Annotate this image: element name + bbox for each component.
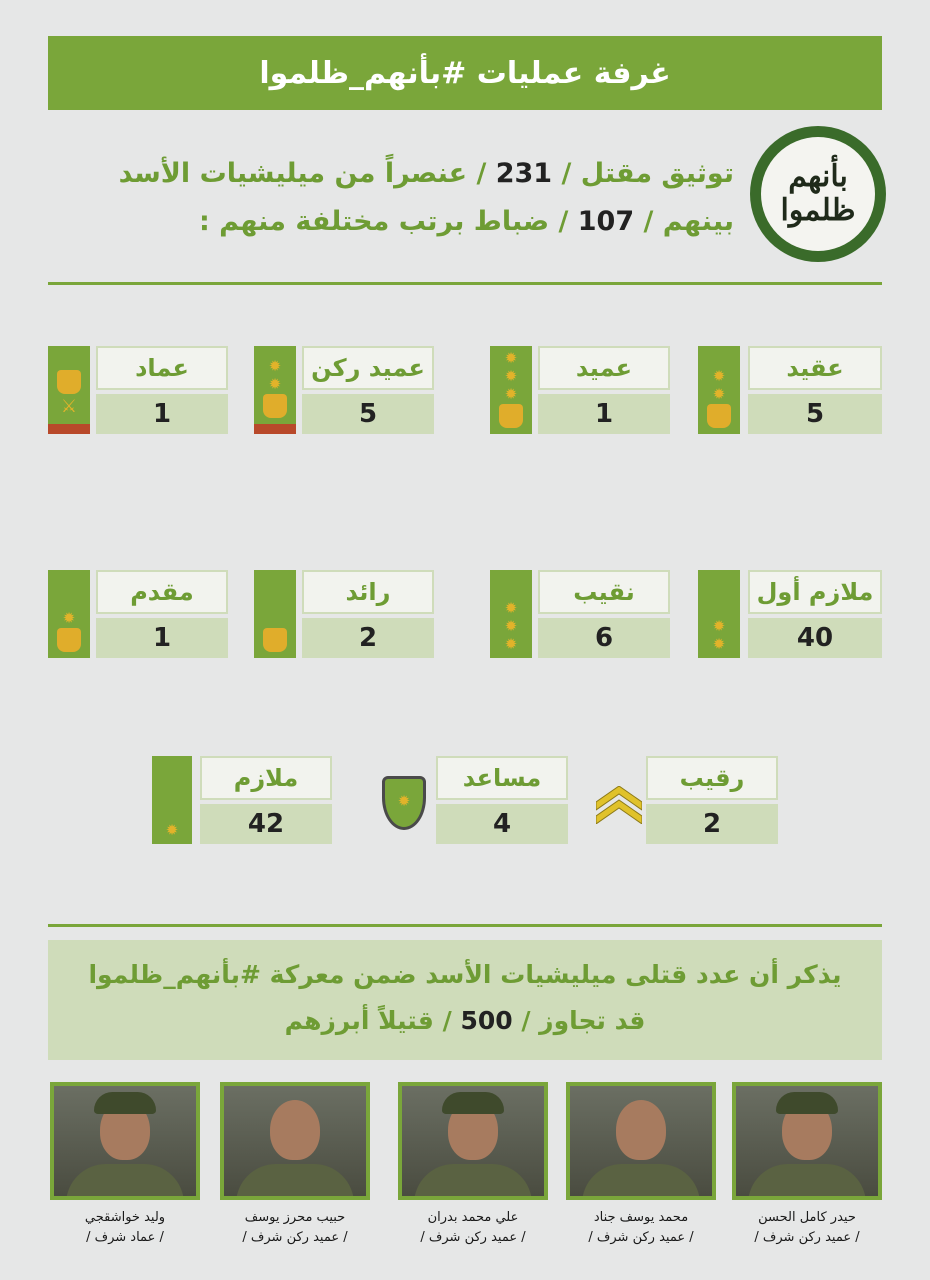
page-title-bar bbox=[48, 36, 882, 110]
rank-insignia-major bbox=[254, 570, 296, 658]
divider-top bbox=[48, 282, 882, 285]
intro-line1-a: توثيق مقتل / bbox=[561, 158, 734, 189]
intro-total-killed: 231 bbox=[495, 158, 553, 189]
person-name: علي محمد بدران bbox=[427, 1210, 519, 1225]
rank-insignia-general bbox=[48, 346, 90, 434]
intro-officers-count: 107 bbox=[577, 206, 635, 237]
person-rank: / عميد ركن شرف / bbox=[420, 1230, 526, 1245]
rank-label-colonel: عقيد bbox=[748, 346, 882, 390]
person-name: محمد يوسف جناد bbox=[593, 1210, 689, 1225]
star-icon: ✹ bbox=[268, 375, 282, 393]
campaign-logo bbox=[750, 126, 886, 262]
summary-line2-b: / قتيلاً أبرزهم bbox=[284, 1006, 452, 1035]
rank-count-sergeant: 2 bbox=[646, 804, 778, 844]
summary-line1: يذكر أن عدد قتلى ميليشيات الأسد ضمن معركة #بأنهم_ظلموا bbox=[88, 960, 842, 989]
rank-label-first-lieutenant: ملازم أول bbox=[748, 570, 882, 614]
rank-count-warrant-officer: 4 bbox=[436, 804, 568, 844]
star-icon: ✹ bbox=[712, 617, 726, 635]
person-rank: / عميد ركن شرف / bbox=[242, 1230, 348, 1245]
star-icon: ✹ bbox=[504, 385, 518, 403]
person-caption-5 bbox=[40, 1208, 210, 1248]
rank-label-general: عماد bbox=[96, 346, 228, 390]
sergeant-chevron-icon bbox=[596, 786, 642, 824]
person-photo-4 bbox=[220, 1082, 370, 1200]
person-name: حيدر كامل الحسن bbox=[758, 1210, 856, 1225]
person-photo-1 bbox=[732, 1082, 882, 1200]
rank-count-colonel: 5 bbox=[748, 394, 882, 434]
eagle-icon bbox=[263, 394, 287, 418]
star-icon: ✹ bbox=[712, 385, 726, 403]
star-icon: ✹ bbox=[268, 357, 282, 375]
eagle-icon bbox=[499, 404, 523, 428]
divider-bottom bbox=[48, 924, 882, 927]
page-title: غرفة عمليات #بأنهم_ظلموا bbox=[259, 55, 671, 91]
rank-insignia-lieutenant-colonel bbox=[48, 570, 90, 658]
star-icon: ✹ bbox=[504, 367, 518, 385]
rank-insignia-colonel bbox=[698, 346, 740, 434]
rank-count-lieutenant-colonel: 1 bbox=[96, 618, 228, 658]
star-icon: ✹ bbox=[165, 821, 179, 839]
rank-label-lieutenant-colonel: مقدم bbox=[96, 570, 228, 614]
rank-count-major: 2 bbox=[302, 618, 434, 658]
rank-insignia-brigadier bbox=[490, 346, 532, 434]
summary-line2-a: قد تجاوز / bbox=[521, 1006, 646, 1035]
rank-label-staff-brigadier: عميد ركن bbox=[302, 346, 434, 390]
person-photo-2 bbox=[566, 1082, 716, 1200]
star-icon: ✹ bbox=[504, 617, 518, 635]
star-icon: ✹ bbox=[397, 792, 411, 810]
warrant-officer-shield-icon bbox=[382, 776, 426, 830]
rank-count-general: 1 bbox=[96, 394, 228, 434]
summary-line2 bbox=[48, 998, 882, 1044]
star-icon: ✹ bbox=[504, 349, 518, 367]
rank-label-warrant-officer: مساعد bbox=[436, 756, 568, 800]
person-name: حبيب محرز يوسف bbox=[244, 1210, 346, 1225]
rank-insignia-first-lieutenant bbox=[698, 570, 740, 658]
rank-label-brigadier: عميد bbox=[538, 346, 670, 390]
rank-label-sergeant: رقيب bbox=[646, 756, 778, 800]
summary-box bbox=[48, 940, 882, 1060]
person-caption-4 bbox=[210, 1208, 380, 1248]
person-photo-5 bbox=[50, 1082, 200, 1200]
logo-line2: ظلموا bbox=[780, 193, 856, 228]
intro-line2 bbox=[94, 198, 734, 246]
person-photo-3 bbox=[398, 1082, 548, 1200]
intro-line1 bbox=[94, 150, 734, 198]
intro-line2-b: / ضباط برتب مختلفة منهم : bbox=[198, 206, 569, 237]
star-icon: ✹ bbox=[712, 635, 726, 653]
person-caption-3 bbox=[388, 1208, 558, 1248]
person-rank: / عماد شرف / bbox=[86, 1230, 164, 1245]
person-rank: / عميد ركن شرف / bbox=[754, 1230, 860, 1245]
rank-count-lieutenant: 42 bbox=[200, 804, 332, 844]
eagle-icon bbox=[57, 628, 81, 652]
rank-count-brigadier: 1 bbox=[538, 394, 670, 434]
rank-insignia-captain bbox=[490, 570, 532, 658]
logo-line1: بأنهم bbox=[788, 159, 848, 194]
rank-insignia-lieutenant bbox=[152, 756, 192, 844]
star-icon: ✹ bbox=[712, 367, 726, 385]
person-rank: / عميد ركن شرف / bbox=[588, 1230, 694, 1245]
rank-count-captain: 6 bbox=[538, 618, 670, 658]
person-caption-2 bbox=[556, 1208, 726, 1248]
eagle-icon bbox=[263, 628, 287, 652]
rank-label-major: رائد bbox=[302, 570, 434, 614]
person-caption-1 bbox=[722, 1208, 892, 1248]
rank-count-first-lieutenant: 40 bbox=[748, 618, 882, 658]
campaign-logo-inner bbox=[761, 137, 875, 251]
crossed-swords-icon: ⚔ bbox=[60, 396, 78, 417]
rank-label-captain: نقيب bbox=[538, 570, 670, 614]
eagle-icon bbox=[707, 404, 731, 428]
summary-total-killed: 500 bbox=[460, 1006, 513, 1035]
intro-line2-a: بينهم / bbox=[643, 206, 734, 237]
intro-text bbox=[94, 150, 734, 246]
rank-insignia-staff-brigadier bbox=[254, 346, 296, 434]
rank-label-lieutenant: ملازم bbox=[200, 756, 332, 800]
intro-line1-b: / عنصراً من ميليشيات الأسد bbox=[118, 158, 487, 189]
star-icon: ✹ bbox=[504, 599, 518, 617]
eagle-icon bbox=[57, 370, 81, 394]
person-name: وليد خواشقجي bbox=[84, 1210, 166, 1225]
star-icon: ✹ bbox=[504, 635, 518, 653]
rank-count-staff-brigadier: 5 bbox=[302, 394, 434, 434]
star-icon: ✹ bbox=[62, 609, 76, 627]
